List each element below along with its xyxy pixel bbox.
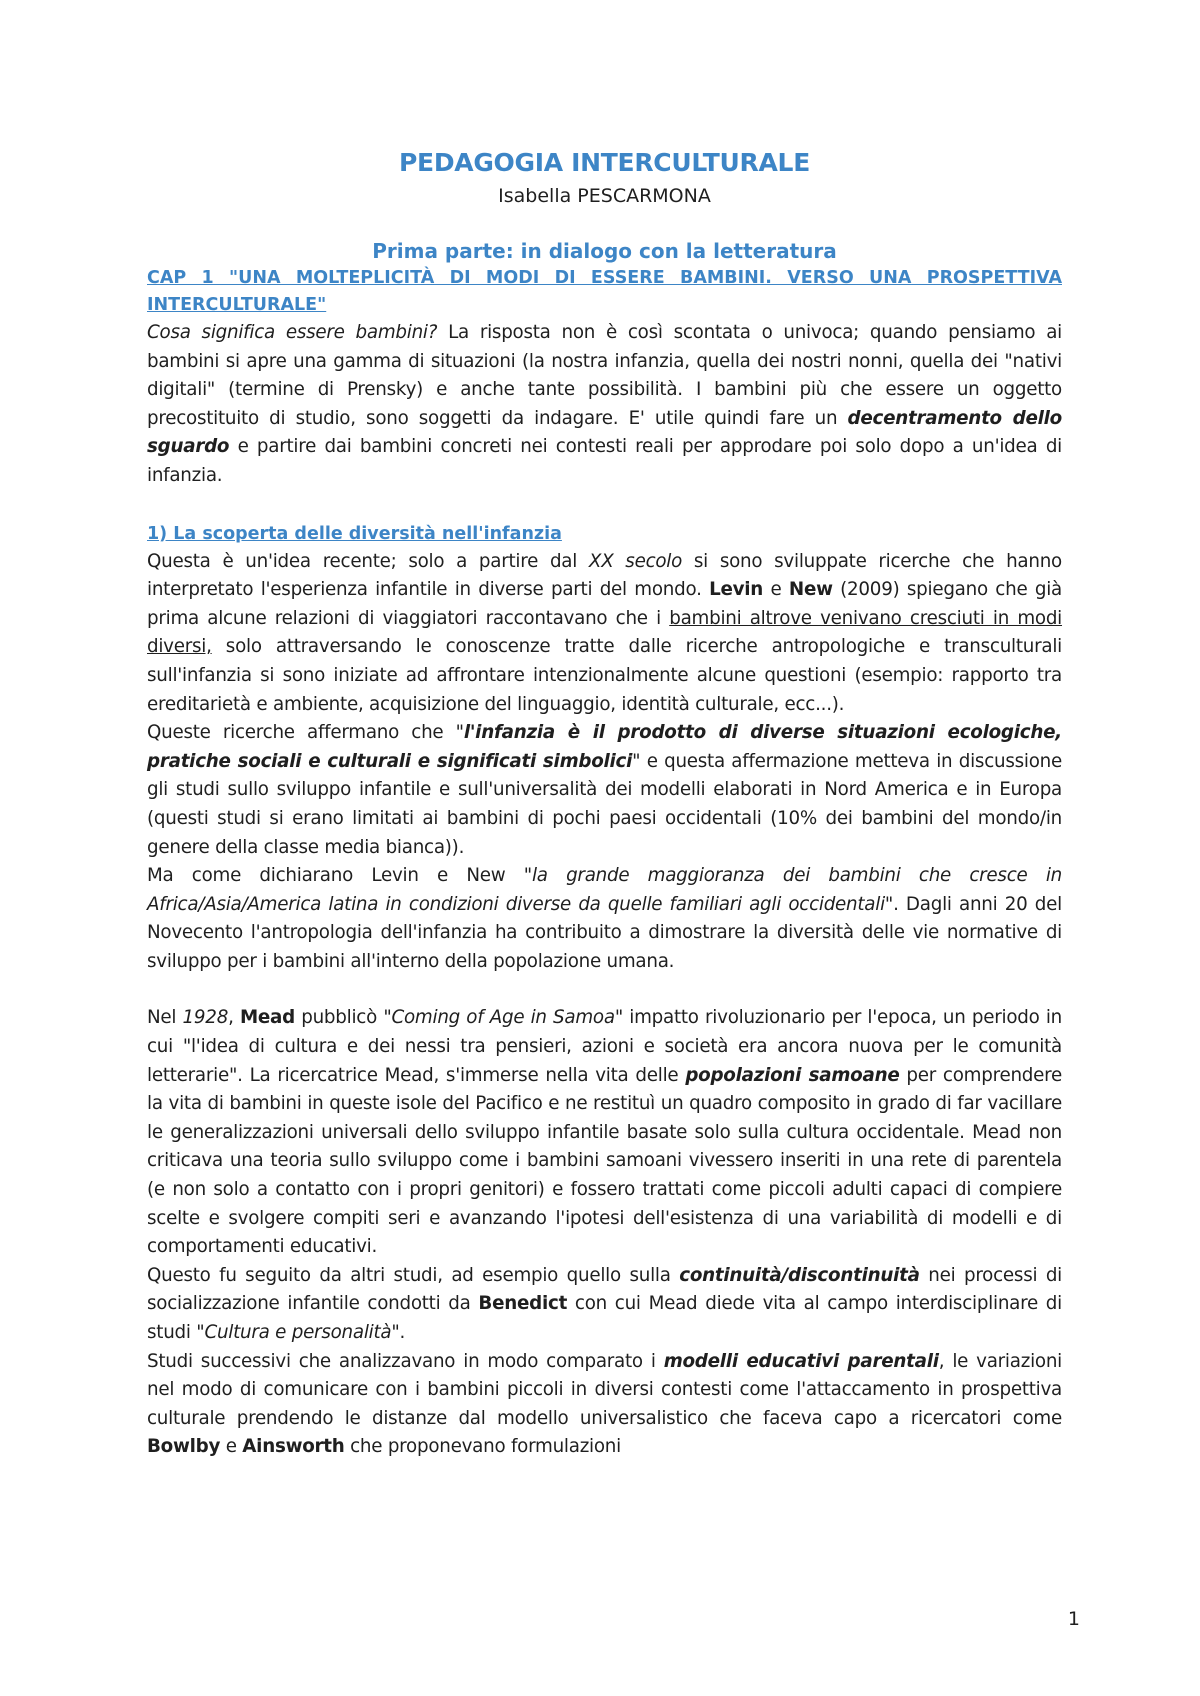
paragraph-studi-successivi: Studi successivi che analizzavano in modo comparato i modelli educativi parentali, le variazioni nel modo di comunicare con i bambini piccoli in diversi contesti come l'attaccamento in prospettiva culturale prendendo le distanze dal modello universalistico che faceva capo a ricercatori come Bowlby e Ainsworth che proponevano formulazioni xyxy=(147,1350,1062,1458)
document-title: PEDAGOGIA INTERCULTURALE xyxy=(399,148,810,177)
page-number: 1 xyxy=(1067,1608,1080,1630)
quote-infanzia: l'infanzia è il prodotto di diverse situazioni ecologiche, pratiche sociali e culturali e significati simbolici xyxy=(147,722,1062,772)
underlined-phrase: bambini altrove venivano cresciuti in modi diversi, xyxy=(147,607,1063,658)
paragraph-benedict: Questo fu seguito da altri studi, ad esempio quello sulla continuità/discontinuità nei processi di socializzazione infantile condotti da Benedict con cui Mead diede vita al campo interdisciplinare di studi "Cultura e personalità". xyxy=(147,1264,1063,1343)
paragraph-ricerche: Queste ricerche affermano che "l'infanzia è il prodotto di diverse situazioni ecologiche, pratiche sociali e culturali e significati simbolici" e questa affermazione metteva in discussione gli studi sullo sviluppo infantile e sull'universalità dei modelli elaborati in Nord America e in Europa (questi studi si erano limitati ai bambini di pochi paesi occidentali (10% dei bambini del mondo/in genere della classe media bianca)). xyxy=(147,722,1062,858)
paragraph-levin-new: Ma come dichiarano Levin e New "la grande maggioranza dei bambini che cresce in Africa/Asia/America latina in condizioni diverse da quelle familiari agli occidentali". Dagli anni 20 del Novecento l'antropologia dell'infanzia ha contribuito a dimostrare la diversità delle vie normative di sviluppo per i bambini all'interno della popolazione umana. xyxy=(147,865,1062,972)
quote-maggioranza: la grande maggioranza dei bambini che cresce in Africa/Asia/America latina in condizioni diverse da quelle familiari agli occidentali xyxy=(147,865,1062,915)
paragraph-scoperta: Questa è un'idea recente; solo a partire dal XX secolo si sono sviluppate ricerche che hanno interpretato l'esperienza infantile in diverse parti del mondo. Levin e New (2009) spiegano che già prima alcune relazioni di viaggiatori raccontavano che i bambini altrove venivano cresciuti in modi diversi, solo attraversando le conoscenze tratte dalle ricerche antropologiche e transculturali sull'infanzia si sono iniziate ad affrontare intenzionalmente alcune questioni (esempio: rapporto tra ereditarietà e ambiente, acquisizione del linguaggio, identità culturale, ecc...). xyxy=(147,550,1063,715)
document-author: Isabella PESCARMONA xyxy=(498,185,711,207)
emphasis-decentramento: decentramento dello sguardo xyxy=(147,407,1062,458)
paragraph-mead: Nel 1928, Mead pubblicò "Coming of Age in Samoa" impatto rivoluzionario per l'epoca, un periodo in cui "l'idea di cultura e dei nessi tra pensieri, azioni e società era ancora nuova per le comunità letterarie". La ricercatrice Mead, s'immerse nella vita delle popolazioni samoane per comprendere la vita di bambini in queste isole del Pacifico e ne restituì un quadro composito in grado di far vacillare le generalizzazioni universali dello sviluppo infantile basate solo sulla cultura occidentale. Mead non criticava una teoria sullo sviluppo come i bambini samoani vivessero inseriti in una rete di parentela (e non solo a contatto con i propri genitori) e fossero trattati come piccoli adulti capaci di compiere scelte e svolgere compiti seri e avanzando l'ipotesi dell'esistenza di una variabilità di modelli e di comportamenti educativi. xyxy=(147,1007,1063,1258)
section-heading-1: 1) La scoperta delle diversità nell'infanzia xyxy=(147,523,562,544)
intro-question: Cosa significa essere bambini? xyxy=(147,322,438,343)
paragraph-intro: Cosa significa essere bambini? La risposta non è così scontata o univoca; quando pensiamo ai bambini si apre una gamma di situazioni (la nostra infanzia, quella dei nostri nonni, quella dei "nativi digitali" (termine di Prensky) e anche tante possibilità. I bambini più che essere un oggetto precostituito di studio, sono soggetti da indagare. E' utile quindi fare un decentramento dello sguardo e partire dai bambini concreti nei contesti reali per approdare poi solo dopo a un'idea di infanzia. xyxy=(147,322,1062,486)
page-content xyxy=(147,146,1062,1462)
part-heading: Prima parte: in dialogo con la letteratura xyxy=(372,239,837,263)
chapter-heading: CAP 1 "UNA MOLTEPLICITÀ DI MODI DI ESSERE BAMBINI. VERSO UNA PROSPETTIVA INTERCULTURALE" xyxy=(147,268,1062,315)
